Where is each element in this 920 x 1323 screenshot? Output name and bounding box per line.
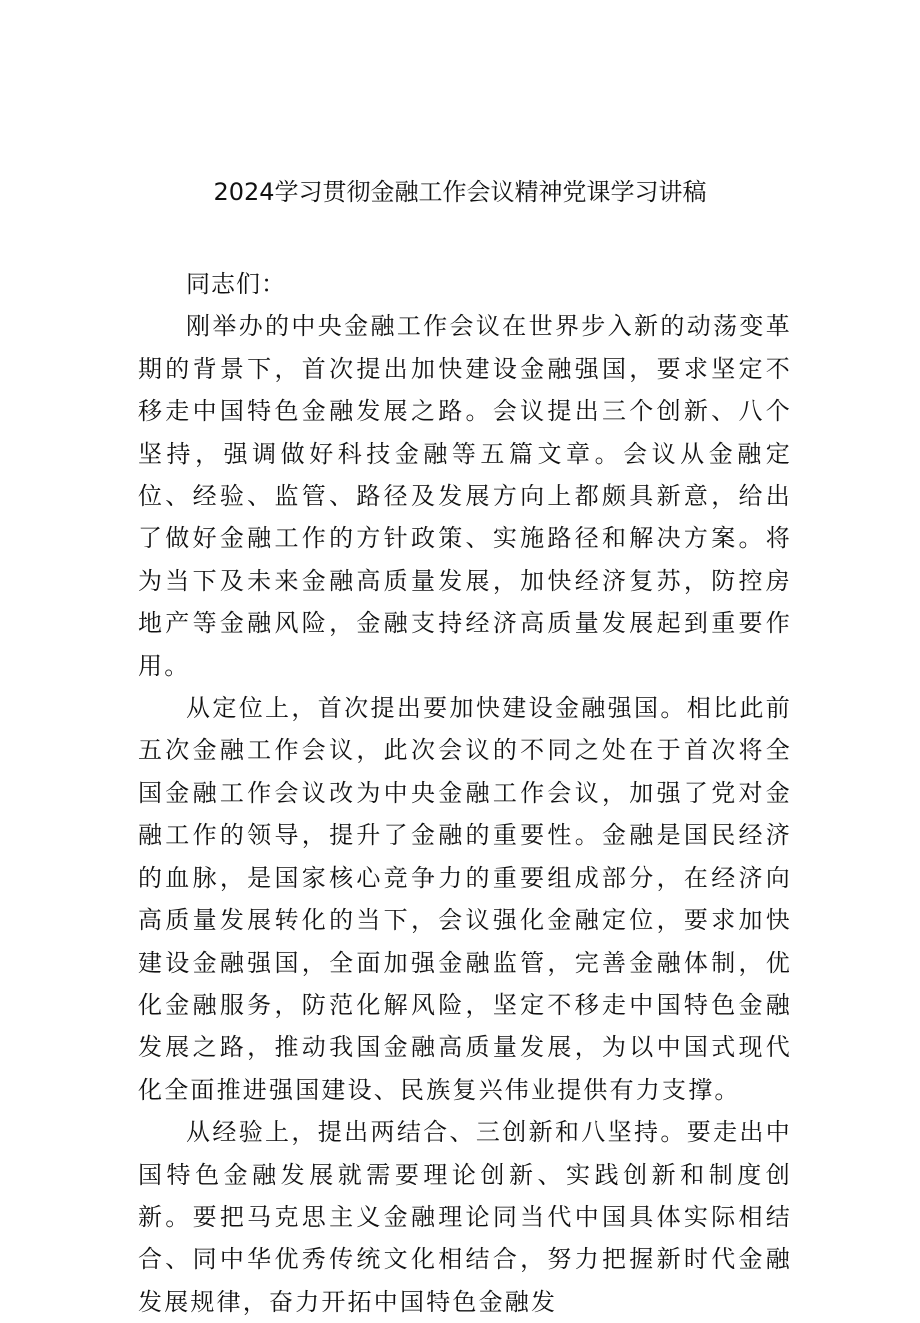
paragraph-1: 刚举办的中央金融工作会议在世界步入新的动荡变革期的背景下，首次提出加快建设金融强国，要求坚定不移走中国特色金融发展之路。会议提出三个创新、八个坚持，强调做好科技金融等五篇文章。会议从金融定位、经验、监管、路径及发展方向上都颇具新意，给出了做好金融工作的方针政策、实施路径和解决方案。将为当下及未来金融高质量发展，加快经济复苏，防控房地产等金融风险，金融支持经济高质量发展起到重要作用。 — [138, 312, 792, 680]
paragraph-2: 从定位上，首次提出要加快建设金融强国。相比此前五次金融工作会议，此次会议的不同之处在于首次将全国金融工作会议改为中央金融工作会议，加强了党对金融工作的领导，提升了金融的重要性。金融是国民经济的血脉，是国家核心竞争力的重要组成部分，在经济向高质量发展转化的当下，会议强化金融定位，要求加快建设金融强国，全面加强金融监管，完善金融体制，优化金融服务，防范化解风险，坚定不移走中国特色金融发展之路，推动我国金融高质量发展，为以中国式现代化全面推进强国建设、民族复兴伟业提供有力支撑。 — [138, 694, 792, 1104]
greeting: 同志们： — [186, 270, 286, 298]
document-body — [138, 263, 792, 1323]
paragraph-3: 从经验上，提出两结合、三创新和八坚持。要走出中国特色金融发展就需要理论创新、实践创新和制度创新。要把马克思主义金融理论同当代中国具体实际相结合、同中华优秀传统文化相结合，努力把握新时代金融发展规律，奋力开拓中国特色金融发 — [138, 1118, 792, 1316]
document-title: 2024学习贯彻金融工作会议精神党课学习讲稿 — [213, 178, 707, 206]
